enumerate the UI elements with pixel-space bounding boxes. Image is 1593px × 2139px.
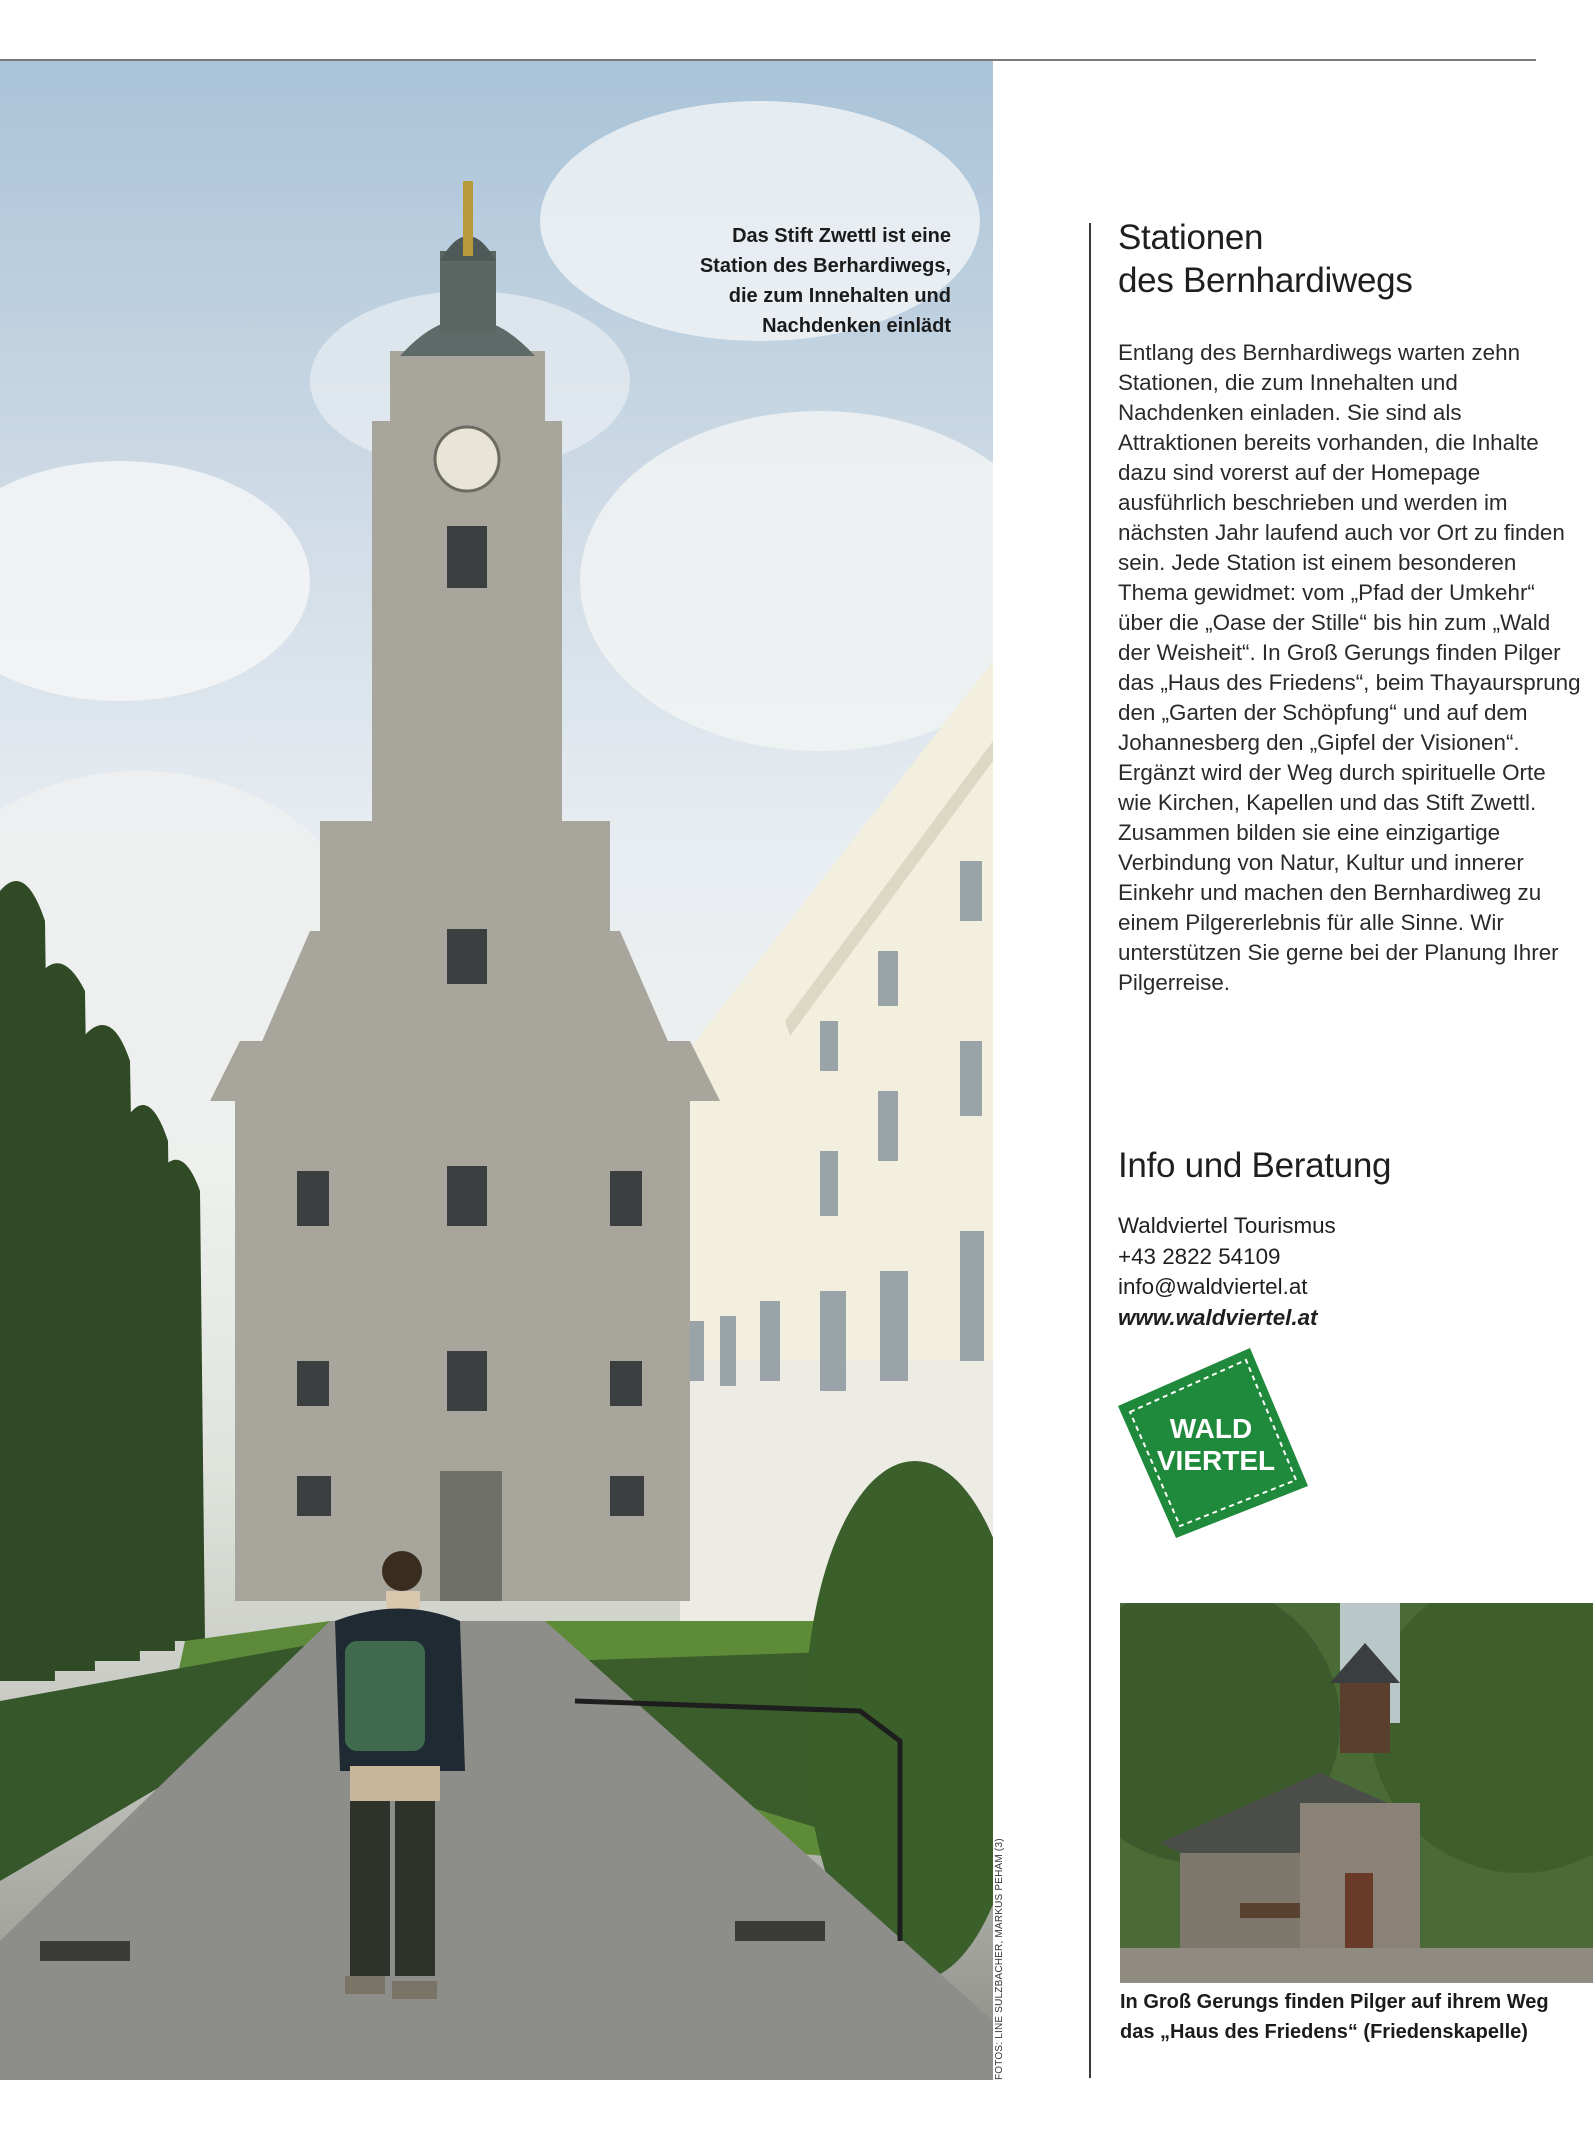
contact-block — [1118, 1211, 1588, 1333]
photo-credit: FOTOS: LINE SULZBACHER, MARKUS PEHAM (3) — [994, 1838, 1005, 2080]
waldviertel-logo — [1118, 1348, 1308, 1538]
friedenskapelle-photo — [1120, 1603, 1593, 1983]
column-divider — [1089, 223, 1091, 2078]
stations-title-line2: des Bernhardiwegs — [1118, 261, 1413, 300]
main-photo-caption: Das Stift Zwettl ist eine Station des Berhardiwegs, die zum Innehalten und Nachdenken einlädt — [699, 225, 951, 337]
info-section — [1118, 1144, 1588, 1333]
friedenskapelle-caption: In Groß Gerungs finden Pilger auf ihrem Weg das „Haus des Friedens“ (Friedenskapelle) — [1120, 1991, 1549, 2043]
logo-line1: WALD — [1169, 1413, 1253, 1444]
contact-email[interactable]: info@waldviertel.at — [1118, 1274, 1308, 1299]
stations-title-line1: Stationen — [1118, 218, 1264, 257]
stations-title — [1118, 216, 1588, 302]
logo-line2: VIERTEL — [1156, 1445, 1276, 1476]
info-title: Info und Beratung — [1118, 1146, 1392, 1185]
contact-website[interactable]: www.waldviertel.at — [1118, 1304, 1318, 1330]
contact-phone[interactable]: +43 2822 54109 — [1118, 1243, 1281, 1269]
stations-section — [1118, 216, 1588, 998]
stift-zwettl-photo — [0, 61, 993, 2080]
contact-org: Waldviertel Tourismus — [1118, 1213, 1336, 1238]
stations-body: Entlang des Bernhardiwegs warten zehn Stationen, die zum Innehalten und Nachdenken einladen. Sie sind als Attraktionen bereits vorhanden, die Inhalte dazu sind vorerst auf der Homepage ausführlich beschrieben und werden im nächsten Jahr laufend auch vor Ort zu finden sein. Jede Station ist einem besonderen Thema gewidmet: vom „Pfad der Umkehr“ über die „Oase der Stille“ bis hin zum „Wald der Weisheit“. In Groß Gerungs finden Pilger das „Haus des Friedens“, beim Thayaursprung den „Garten der Schöpfung“ und auf dem Johannesberg den „Gipfel der Visionen“. Ergänzt wird der Weg durch spirituelle Orte wie Kirchen, Kapellen und das Stift Zwettl. Zusammen bilden sie eine einzigartige Verbindung von Natur, Kultur und innerer Einkehr und machen den Bernhardiweg zu einem Pilgererlebnis für alle Sinne. Wir unterstützen Sie gerne bei der Planung Ihrer Pilgerreise. — [1118, 340, 1581, 995]
